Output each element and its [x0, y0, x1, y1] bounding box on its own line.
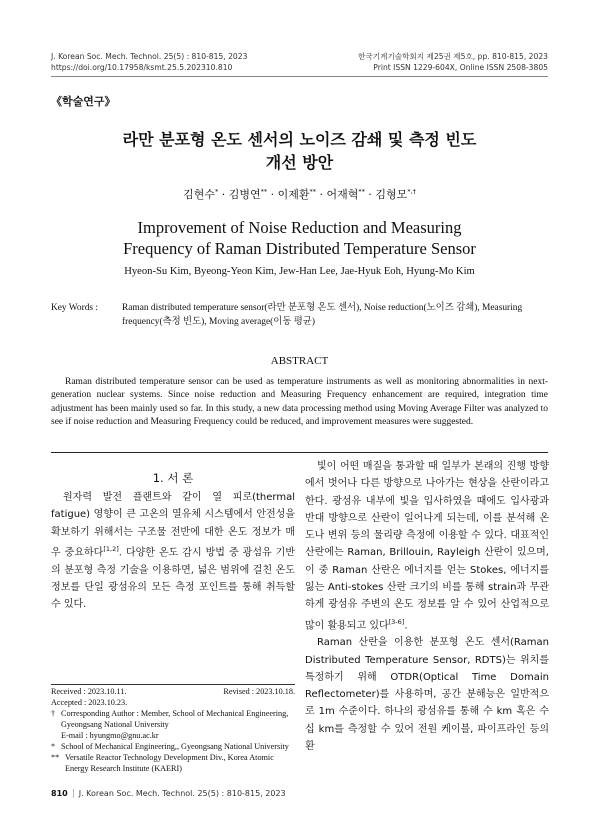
received-date: Received : 2023.10.11.: [51, 687, 127, 696]
title-ko-line-1: 라만 분포형 온도 센서의 노이즈 감쇄 및 측정 빈도: [122, 130, 477, 149]
revised-date: Revised : 2023.10.18.: [223, 687, 295, 696]
corresponding-author: [51, 708, 295, 741]
page-footer: [51, 789, 286, 798]
journal-citation: J. Korean Soc. Mech. Technol. 25(5) : 810-815, 2023: [51, 52, 248, 61]
header-rule: [51, 76, 548, 77]
left-column: [51, 489, 295, 613]
journal-citation-ko: 한국기계기술학회지 제25권 제5호, pp. 810-815, 2023: [358, 52, 548, 61]
footnote-rule: [51, 684, 295, 685]
author-ko: 김형모: [375, 188, 408, 201]
abstract-title: ABSTRACT: [270, 355, 329, 367]
abstract-divider: [51, 452, 548, 453]
paragraph: [305, 458, 549, 634]
accepted-date: Accepted : 2023.10.23.: [51, 698, 128, 707]
author-ko: 김현수: [183, 188, 215, 201]
right-column: [305, 458, 549, 755]
author-ko-mark: *: [215, 187, 219, 196]
citation-ref[interactable]: [1,2]: [103, 544, 119, 553]
citation-ref[interactable]: [3-6]: [388, 617, 405, 626]
paragraph: [51, 489, 295, 613]
paragraph-text: 빛이 어떤 매질을 통과할 때 일부가 본래의 진행 방향에서 벗어나 다른 방향으로 나아가는 현상을 산란이라고 한다. 광섬유 내부에 빛을 입사하였을 때에도 입사광과 반대 방향으로 산란이 일어나게 되는데, 이를 분석해 온도나 변위 등의 물리량 측정에 이용할 수 있다. 대표적인 산란에는 Raman, Brillouin, Rayleigh 산란이 있으며, 이 중 Raman 산란은 에너지를 얻는 Stokes, 에너지를 잃는 Anti-stokes 산란 크기의 비를 통해 strain과 무관하게 광섬유 주변의 온도 정보를 알 수 있어 산업적으로 많이 활용되고 있다: [305, 461, 549, 631]
email-text[interactable]: E-mail : hyungmo@gnu.ac.kr: [61, 731, 159, 740]
received-row: [51, 686, 295, 697]
dagger-mark: †: [51, 709, 56, 718]
author-ko: 이제환: [277, 188, 310, 201]
abstract-text: Raman distributed temperature sensor can be used as temperature instruments as well as monitoring abnormalities in next-generation nuclear systems. Since noise reduction and Measuring Frequency enhancement are required, integration time adjustment has been mainly used so far. In this study, a new data processing method using Moving Average Filter was analyzed to see if noise reduction and Measuring Frequency could be reduced, and improvement measures were suggested.: [51, 377, 548, 427]
title-en-line-1: Improvement of Noise Reduction and Measuring: [137, 218, 462, 237]
article-category: 《학술연구》: [51, 95, 116, 108]
section-heading: 1. 서 론: [152, 471, 194, 485]
footer-separator: [73, 789, 74, 798]
page-number: 810: [51, 789, 68, 798]
affiliation-2: [51, 752, 295, 774]
doi-link[interactable]: https://doi.org/10.17958/ksmt.25.5.202310.810: [51, 63, 233, 72]
corresponding-text: Corresponding Author : Member, School of Mechanical Engineering, Gyeongsang National University: [61, 709, 289, 729]
author-ko: 어재혁: [326, 188, 359, 201]
author-ko-mark: **: [260, 187, 268, 196]
title-en-line-2: Frequency of Raman Distributed Temperature Sensor: [123, 239, 476, 258]
issn-line: Print ISSN 1229-604X, Online ISSN 2508-3805: [373, 63, 548, 72]
keywords-text: Raman distributed temperature sensor(라만 분포형 온도 센서), Noise reduction(노이즈 감쇄), Measuring frequency(측정 빈도), Moving average(이동 평균): [122, 303, 523, 327]
affiliation-1: [51, 741, 295, 752]
affiliation-1-text: School of Mechanical Engineering,, Gyeongsang National University: [61, 742, 289, 751]
authors-ko: 김현수* · 김병연** · 이제환** · 어재혁** · 김형모*,†: [183, 187, 416, 201]
title-ko-line-2: 개선 방안: [265, 153, 334, 172]
author-ko-mark: **: [358, 187, 365, 196]
paragraph: Raman 산란을 이용한 분포형 온도 센서(Raman Distributed Temperature Sensor, RDTS)는 위치를 특정하기 위해 OTDR(Optical Time Domain Reflectometer)를 사용하며, 공간 분해능은 일반적으로 1m 수준이다. 하나의 광섬유를 통해 수 km 혹은 수십 km를 측정할 수 있어 전원 케이블, 파이프라인 등의 환: [305, 637, 549, 753]
footnotes: [51, 686, 295, 774]
paragraph-text: .: [404, 620, 408, 631]
paragraph-text: . 다양한 온도 감시 방법 중 광섬유 기반의 분포형 측정 기술을 이용하면, 넓은 범위에 걸친 온도 정보를 단일 광섬유의 모든 측정 포인트를 통해 취득할 수 있다.: [51, 547, 295, 611]
affiliation-2-text: Versatile Reactor Technology Development Div., Korea Atomic Energy Research Institute (KAERI): [65, 753, 274, 773]
author-ko: 김병연: [228, 188, 261, 201]
paragraph-text: 원자력 발전 플랜트와 같이 열 피로(thermal fatigue) 영향이 큰 고온의 열유체 시스템에서 안전성을 확보하기 위해서는 구조물 전반에 대한 온도 정보가 매우 중요하다: [51, 492, 295, 559]
keywords-label: Key Words :: [51, 303, 98, 313]
footer-citation: J. Korean Soc. Mech. Technol. 25(5) : 810-815, 2023: [78, 789, 286, 798]
author-ko-mark: *,†: [407, 187, 416, 196]
author-ko-mark: **: [309, 187, 317, 196]
double-asterisk-mark: **: [51, 753, 60, 762]
asterisk-mark: *: [51, 742, 56, 751]
authors-en: Hyeon-Su Kim, Byeong-Yeon Kim, Jew-Han Lee, Jae-Hyuk Eoh, Hyung-Mo Kim: [124, 266, 475, 277]
